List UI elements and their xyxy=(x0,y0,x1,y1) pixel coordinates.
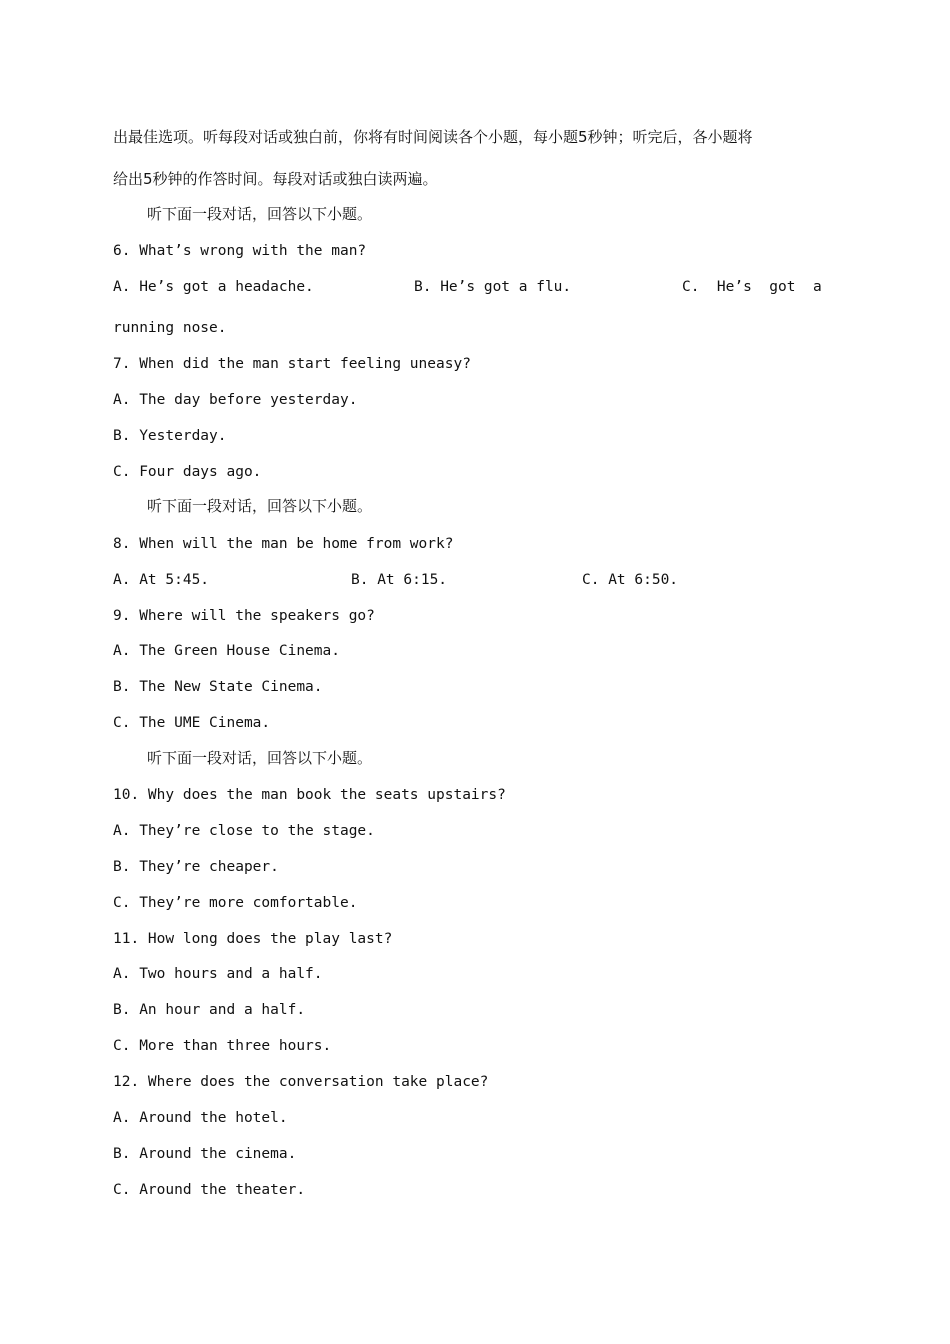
option-8a: A. At 5:45. xyxy=(113,572,210,588)
question-stem-9: 9. Where will the speakers go? xyxy=(113,608,375,624)
option-11a: A. Two hours and a half. xyxy=(113,966,323,982)
option-12a: A. Around the hotel. xyxy=(113,1110,288,1126)
option-10b: B. They’re cheaper. xyxy=(113,859,279,875)
question-stem-12: 12. Where does the conversation take place? xyxy=(113,1074,489,1090)
option-6a: A. He’s got a headache. xyxy=(113,279,314,295)
option-8c: C. At 6:50. xyxy=(582,572,679,588)
question-stem-7: 7. When did the man start feeling uneasy? xyxy=(113,356,471,372)
option-9c: C. The UME Cinema. xyxy=(113,715,271,731)
option-9a: A. The Green House Cinema. xyxy=(113,643,340,659)
option-6c: C. He’s got a xyxy=(682,279,822,295)
question-stem-8: 8. When will the man be home from work? xyxy=(113,536,454,552)
option-10a: A. They’re close to the stage. xyxy=(113,823,375,839)
option-12c: C. Around the theater. xyxy=(113,1182,306,1198)
instruction-line-1: 出最佳选项。听每段对话或独白前，你将有时间阅读各个小题，每小题5秒钟；听完后，各小题将 xyxy=(113,128,753,146)
option-8b: B. At 6:15. xyxy=(351,572,448,588)
option-7b: B. Yesterday. xyxy=(113,428,227,444)
option-6b: B. He’s got a flu. xyxy=(414,279,572,295)
section-heading: 听下面一段对话，回答以下小题。 xyxy=(147,749,373,767)
option-7c: C. Four days ago. xyxy=(113,464,262,480)
section-heading: 听下面一段对话，回答以下小题。 xyxy=(147,497,373,515)
option-12b: B. Around the cinema. xyxy=(113,1146,297,1162)
section-heading: 听下面一段对话，回答以下小题。 xyxy=(147,205,373,223)
instruction-line-2: 给出5秒钟的作答时间。每段对话或独白读两遍。 xyxy=(113,170,438,188)
question-stem-11: 11. How long does the play last? xyxy=(113,931,393,947)
option-6c-continued: running nose. xyxy=(113,320,227,336)
option-9b: B. The New State Cinema. xyxy=(113,679,323,695)
option-10c: C. They’re more comfortable. xyxy=(113,895,358,911)
question-stem-10: 10. Why does the man book the seats upstairs? xyxy=(113,787,506,803)
question-stem-6: 6. What’s wrong with the man? xyxy=(113,243,367,259)
option-11c: C. More than three hours. xyxy=(113,1038,332,1054)
option-11b: B. An hour and a half. xyxy=(113,1002,306,1018)
option-7a: A. The day before yesterday. xyxy=(113,392,358,408)
